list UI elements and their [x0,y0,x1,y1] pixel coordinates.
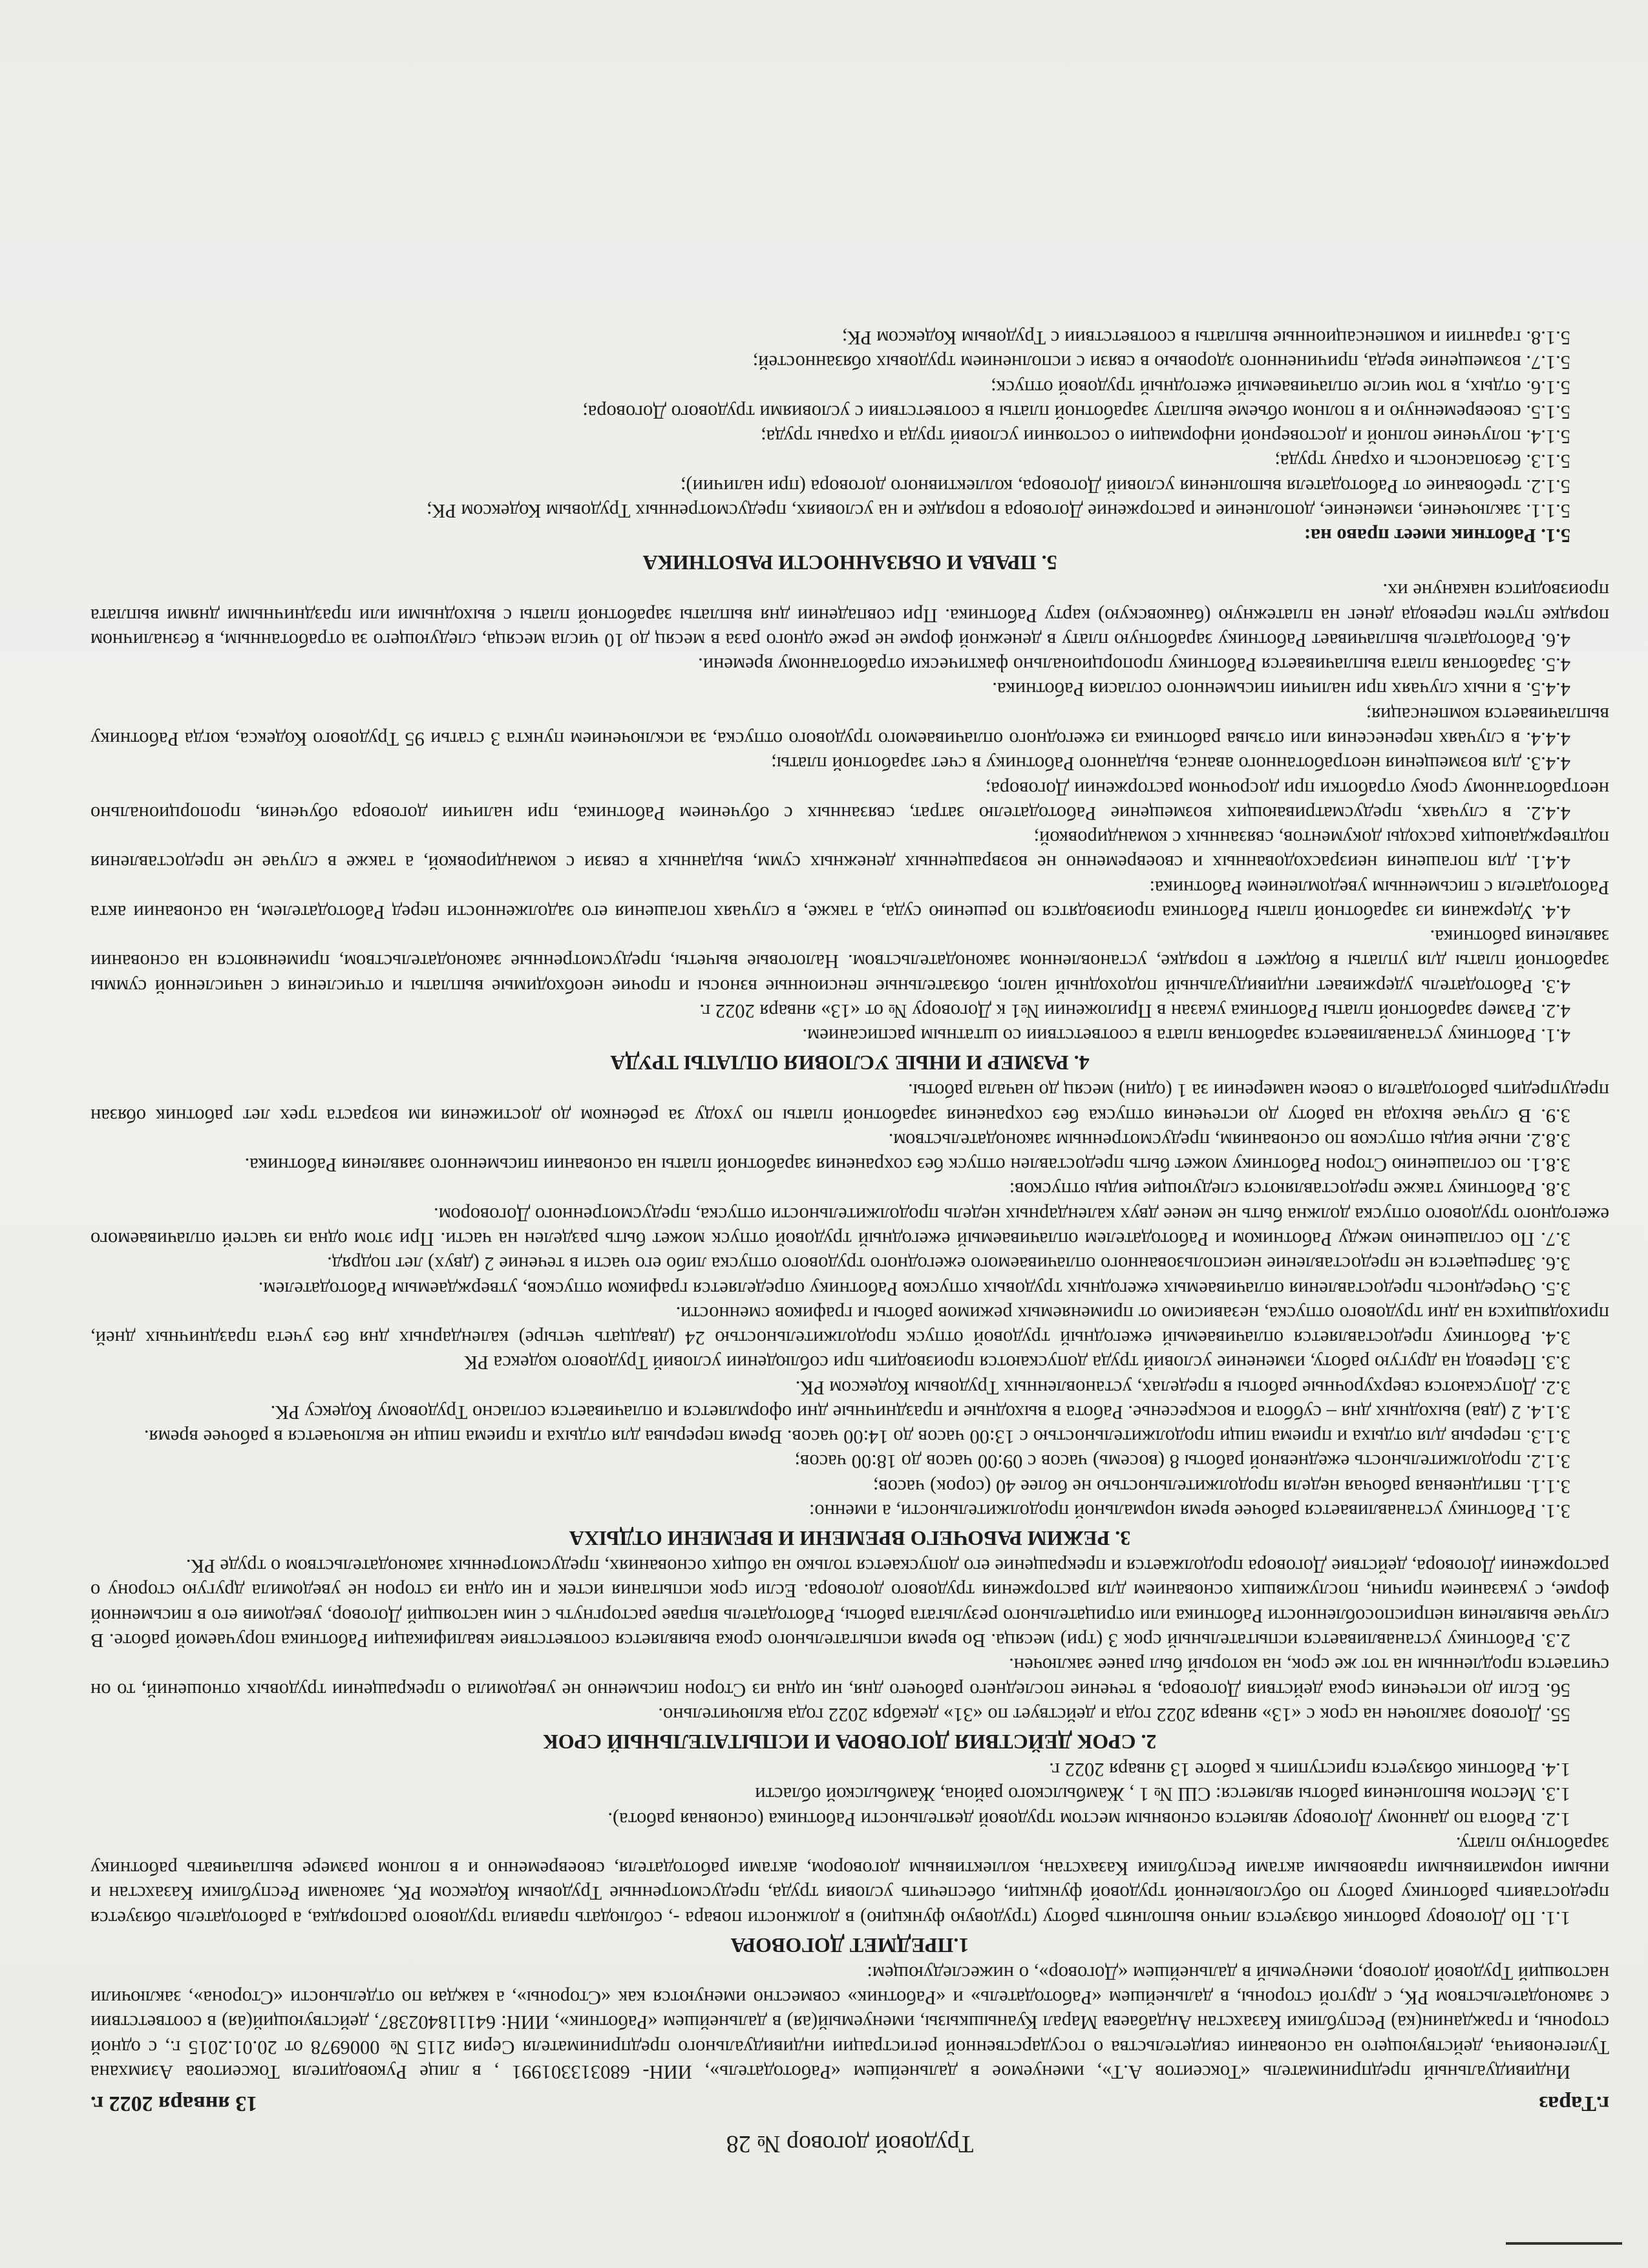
paragraph: 5.1.5. своевременную и в полном объеме выплату заработной платы в соответствии с условиями трудового Договора; [582,401,1570,423]
paragraph: 4.4.3. для возмещения неотработанного аванса, выданного Работнику в счет заработной платы; [771,753,1570,775]
contract-page [90,103,1609,2158]
paragraph: 3.1.4. 2 (два) выходных дня – суббота и воскресенье. Работа в выходные и праздничные дни оформляется и оплачивается согласно Трудовому Кодексу РК. [270,1401,1570,1423]
paragraph: 1.1. По Договору работник обязуется лично выполнять работу (трудовую функцию) в должности повара -, соблюдать правила трудового распорядка, а работодатель обязуется предоставить работнику работу по обусловленной трудовой функции, обеспечить условия труда, предусмотренные Трудовым Кодексом РК, законами Республики Казахстан и иными нормативными правовыми актами Республики Казахстан, коллективным договором, актами работодателя, своевременно и в полном размере выплачивать работнику заработную плату. [90,1832,1609,1929]
paragraph: 4.6. Работодатель выплачивает Работнику заработную плату в денежной форме не реже одного раза в месяц до 10 числа месяца, следующего за отработанным, в безналичном порядке путем перевода денег на платежную (банковскую) карту Работника. При совпадении дня выплаты заработной платы с выходными или праздничными днями выплата производится накануне их. [90,580,1609,651]
paragraph: 1.4. Работник обязуется приступить к работе 13 января 2022 г. [1049,1759,1570,1781]
paragraph: 5.1.2. требование от Работодателя выполнения условий Договора, коллективного договора (при наличии); [680,475,1570,498]
paragraph: 4.4. Удержания из заработной платы Работника производятся по решению суда, а также, в случаях погашения его задолженности перед Работодателем, на основании акта Работодателя с письменным уведомлением Работника: [90,876,1609,923]
paragraph: 3.1. Работнику устанавливается рабочее время нормальной продолжительности, а именно: [808,1500,1570,1522]
paragraph: 1.3. Местом выполнения работы является: СШ № 1 , Жамбылского района, Жамбылской области [755,1783,1570,1806]
paragraph: 5.1.6. отдых, в том числе оплачиваемый ежегодный трудовой отпуск; [990,376,1570,399]
paragraph: 2.3. Работнику устанавливается испытательный срок 3 (три) месяца. Во время испытательного срока выявляется соответствие квалификации Работника поручаемой работе. В случае выявления неприспособленности Работника или отрицательного результата работы, Работодатель вправе расторгнуть с ним настоящий Договор, уведомив его в письменной форме, с указанием причин, послуживших основанием для расторжения трудового договора. Если срок испытания истек и ни одна из сторон не уведомила другую сторону о расторжении Договора, действие Договора продолжается и прекращение его допускается только на общих основаниях, предусмотренных законодательством о труде РК. [90,1555,1609,1652]
paragraph: 3.7. По соглашению между Работником и Работодателем оплачиваемый ежегодный трудовой отпуск может быть разделен на части. При этом одна из частей оплачиваемого ежегодного трудового отпуска должна быть не менее двух календарных недель продолжительности отпуска, предусмотренного Договором. [90,1203,1609,1251]
paragraph: 56. Если до истечения срока действия Договора, в течение последнего рабочего дня, ни одна из Сторон письменно не уведомила о прекращении трудовых отношений, то он считается продленным на тот же срок, на который был ранее заключен. [90,1654,1609,1701]
paragraph: 3.8.2. иные виды отпусков по основаниям, предусмотренным законодательством. [888,1129,1570,1151]
document-title: Трудовой договор № 28 [726,2130,974,2158]
paragraph: 3.1.3. перерыв для отдыха и приема пищи продолжительностью с 13:00 часов до 14:00 часов. Время перерыва для отдыха и приема пищи не включается в рабочее время. [143,1426,1570,1449]
section-heading: 3. РЕЖИМ РАБОЧЕГО ВРЕМЕНИ И ВРЕМЕНИ ОТДЫХА [569,1526,1131,1550]
paragraph: 3.3. Перевод на другую работу, изменение условий труда допускаются производить при соблюдении условий Трудового кодекса РК [464,1352,1570,1374]
paragraph: 4.4.5. в иных случаях при наличии письменного согласия Работника. [992,678,1570,701]
paragraph: 3.4. Работнику предоставляется оплачиваемый ежегодный трудовой отпуск продолжительностью 24 (двадцать четыре) календарных дня без учета праздничных дней, приходящихся на дни трудового отпуска, независимо от применяемых режимов работы и графиков сменности. [90,1302,1609,1350]
paragraph: 5.1.8. гарантии и компенсационные выплаты в соответствии с Трудовым Кодексом РК; [841,327,1570,349]
paragraph: 4.4.1. для погашения неизрасходованных и своевременно не возвращенных денежных сумм, выданных в связи с командировкой, а также в случае не предоставления подтверждающих расходы документов, связанных с командировкой; [90,827,1609,874]
paragraph: 4.5. Заработная плата выплачивается Работнику пропорционально фактически отработанному времени. [698,654,1570,677]
paragraph: 4.3. Работодатель удерживает индивидуальный подоходный налог, обязательные пенсионные взносы и прочие необходимые выплаты и отчисления с начисленной суммы заработной платы для уплаты в бюджет в порядке, установленном законодательством. Налоговые вычеты, предусмотренные законодательством, применяются на основании заявления работника. [90,926,1609,998]
paragraph: 4.4.2. в случаях, предусматривающих возмещение Работодателю затрат, связанных с обучением Работника, при наличии договора обучения, пропорционально неотработанному сроку отработки при досрочном расторжении Договора; [90,777,1609,824]
paragraph: 5.1.4. получение полной и достоверной информации о состоянии условий труда и охраны труда; [761,426,1570,448]
paragraph: 3.6. Запрещается не предоставление неиспользованного оплачиваемого ежегодного трудового отпуска либо его части в течение 2 (двух) лет подряд. [327,1253,1570,1276]
preamble: Индивидуальный предприниматель «Токсеитов А.Т», именуемое в дальнейшем «Работодатель», ИИН- 680313301991 , в лице Руководителя Токсеитова Азимхана Тулегеновича, действующего на основании свидетельства о государственной регистрации индивидуального предпринимателя Серия 2115 № 0006978 от 20.01.2015 г., с одной стороны, и гражданин(ка) Республики Казахстан Андабаева Марал Куанышкызы, именуемый(ая) в дальнейшем «Работник», ИИН: 641118402387, действующий(ая) в соответствии с законодательством РК, с другой стороны, в дальнейшем «Работодатель» и «Работник» совместно именуются как «Стороны», а каждая по отдельности «Сторона», заключили настоящий Трудовой договор, именуемый в дальнейшем «Договор», о нижеследующем: [90,1962,1609,2083]
header-row [90,2091,1609,2116]
paragraph: 3.8. Работнику также предоставляются следующие виды отпусков: [1009,1179,1570,1201]
paragraph: 4.1. Работнику устанавливается заработная плата в соответствии со штатным расписанием. [802,1025,1570,1047]
section-heading: 4. РАЗМЕР И ИНЫЕ УСЛОВИЯ ОПЛАТЫ ТРУДА [610,1051,1090,1075]
paragraph: 5.1.7. возмещение вреда, причиненного здоровью в связи с исполнением трудовых обязанностей; [752,352,1570,374]
paragraph: 5.1. Работник имеет право на: [1304,525,1570,547]
scan-mark [1506,2242,1622,2245]
section-heading: 2. СРОК ДЕЙСТВИЯ ДОГОВОРА И ИСПЫТАТЕЛЬНЫЙ СРОК [543,1730,1157,1754]
section-heading: 1.ПРЕДМЕТ ДОГОВОРА [730,1933,969,1957]
paragraph: 5.1.1. заключение, изменение, дополнение и расторжение Договора в порядке и на условиях, предусмотренных Трудовым Кодексом РК; [427,499,1570,522]
city: г.Тараз [1539,2092,1609,2116]
paragraph: 3.2. Допускаются сверхурочные работы в пределах, установленных Трудовым Кодексом РК. [795,1376,1570,1399]
section-heading: 5. ПРАВА И ОБЯЗАННОСТИ РАБОТНИКА [642,551,1057,575]
paragraph: 55. Договор заключен на срок с «13» января 2022 года и действует по «31» декабря 2022 года включительно. [658,1703,1570,1726]
paragraph: 3.1.2. продолжительность ежедневной работы 8 (восемь) часов с 09:00 часов до 18:00 часов; [794,1451,1570,1473]
paragraph: 4.4.4. в случаях перенесения или отзыва работника из ежегодного оплачиваемого трудового отпуска, за исключением пункта 3 статьи 95 Трудового Кодекса, когда Работнику выплачивается компенсация; [90,703,1609,750]
document-date: 13 января 2022 г. [90,2092,258,2116]
paragraph: 3.8.1. по соглашению Сторон Работнику может быть предоставлен отпуск без сохранения заработной платы на основании письменного заявления Работника. [244,1154,1570,1177]
paragraph: 3.1.1. пятидневная рабочая неделя продолжительностью не более 40 (сорок) часов; [872,1475,1570,1498]
paragraph: 1.2. Работа по данному Договору является основным местом трудовой деятельности Работника (основная работа). [607,1808,1570,1831]
paragraph: 4.2. Размер заработной платы Работника указан в Приложении №1 к Договору № от «13» января 2022 г. [699,1000,1570,1022]
paragraph: 3.9. В случае выхода на работу до истечения отпуска без сохранения заработной платы по уходу за ребенком до достижения им возраста трех лет работник обязан предупредить работодателя о своем намерении за 1 (один) месяц до начала работы. [90,1080,1609,1127]
paragraph: 3.5. Очередность предоставления оплачиваемых ежегодных трудовых отпусков Работнику определяется графиком отпусков, утверждаемым Работодателем. [258,1277,1570,1300]
paragraph: 5.1.3. безопасность и охрану труда; [1274,450,1570,473]
